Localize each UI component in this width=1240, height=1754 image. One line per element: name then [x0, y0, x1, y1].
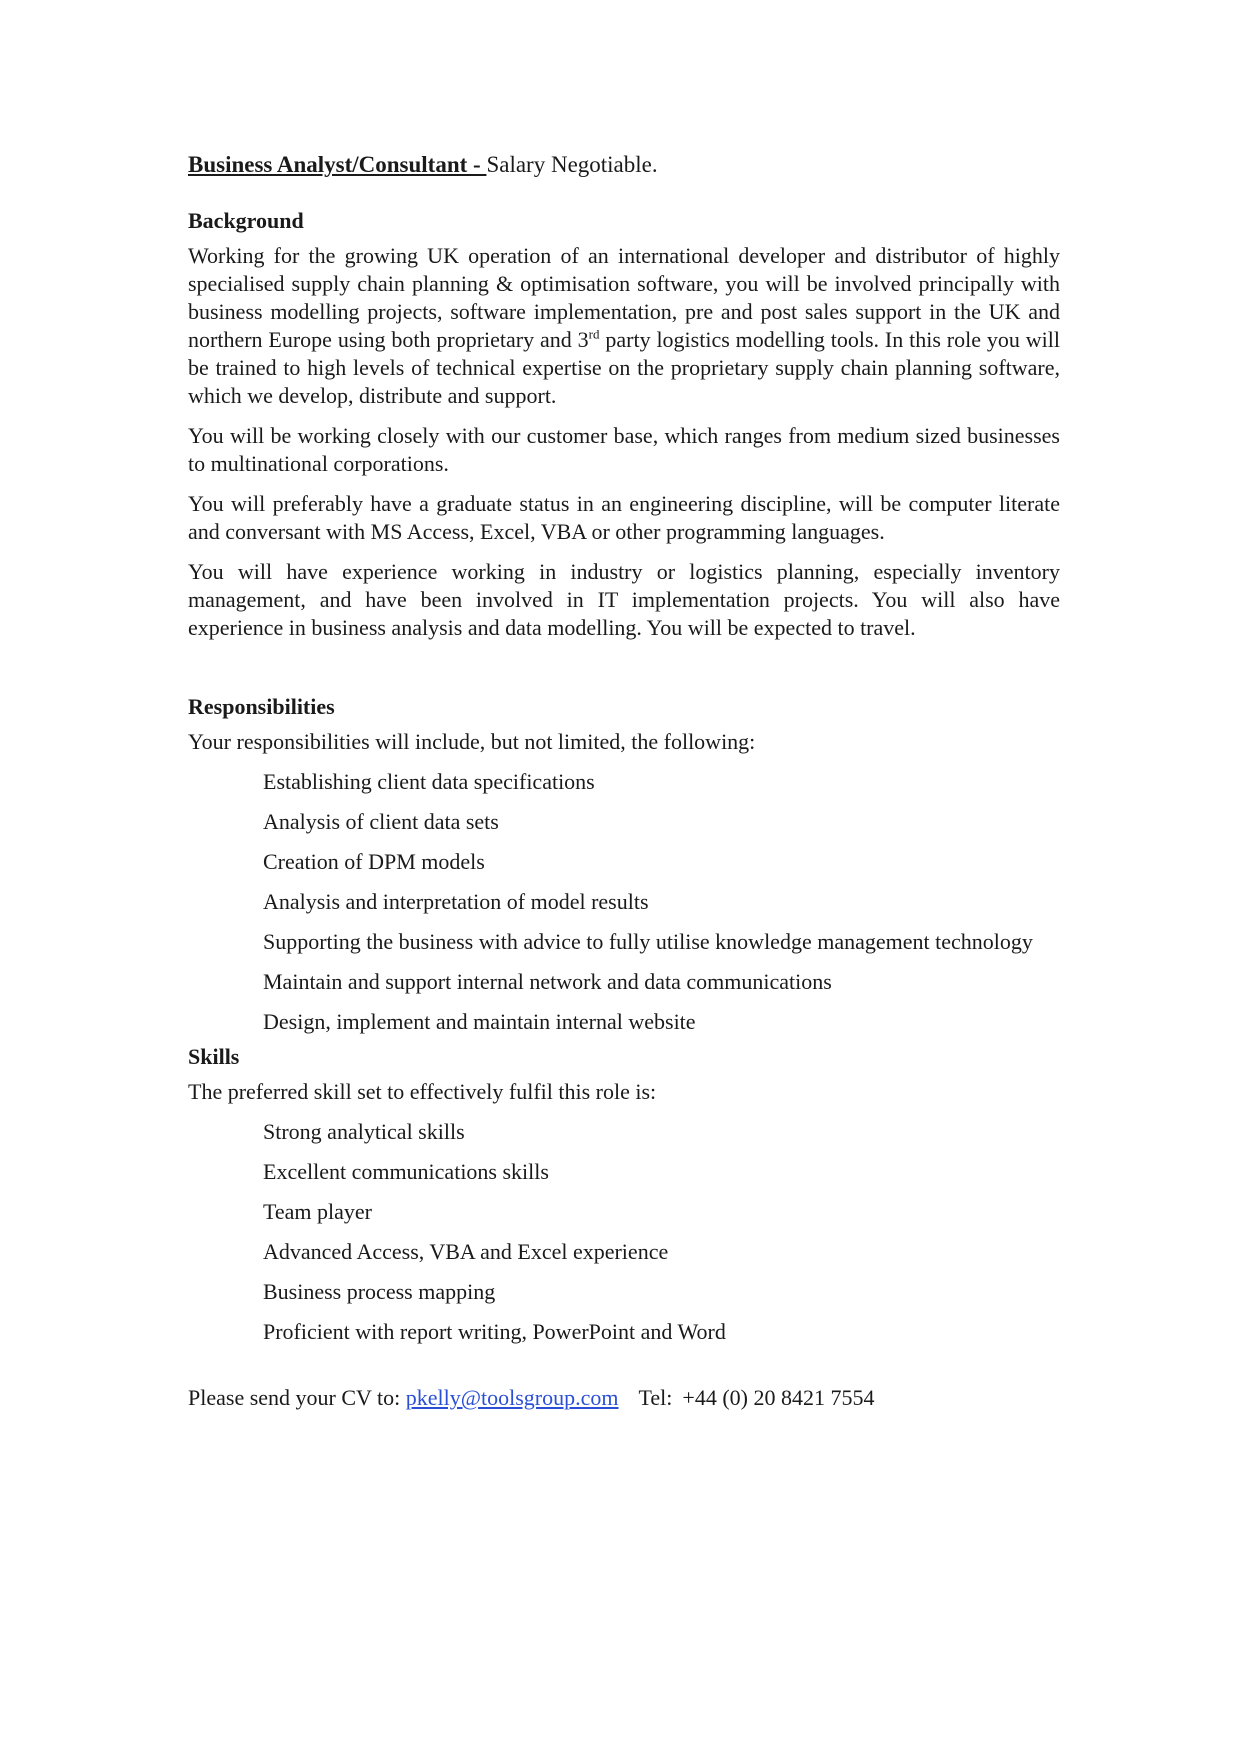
list-item: Advanced Access, VBA and Excel experience: [263, 1239, 669, 1264]
list-item: Analysis and interpretation of model results: [263, 889, 649, 914]
background-paragraph-4: You will have experience working in industry or logistics planning, especially inventory management, and have been involved in IT implementation projects. You will also have experience in business analysis and data modelling. You will be expected to travel.: [188, 559, 1060, 640]
job-title: Business Analyst/Consultant -: [188, 152, 487, 177]
responsibilities-list: [188, 768, 1060, 1036]
responsibilities-intro: Your responsibilities will include, but not limited, the following:: [188, 729, 756, 754]
skills-heading: Skills: [188, 1044, 240, 1069]
list-item: Strong analytical skills: [263, 1119, 465, 1144]
list-item: Design, implement and maintain internal website: [263, 1009, 696, 1034]
list-item: Business process mapping: [263, 1279, 496, 1304]
email-link[interactable]: pkelly@toolsgroup.com: [405, 1385, 619, 1410]
background-paragraph-1-text-a: Working for the growing UK operation of an international developer and distributor of highly specialised supply chain planning & optimisation software, you will be involved principally with business modelling projects, software implementation, pre and post sales support in the UK and northern Europe using both proprietary and 3: [188, 243, 1060, 352]
background-heading: Background: [188, 208, 304, 233]
list-item: Maintain and support internal network and data communications: [263, 969, 832, 994]
list-item: Establishing client data specifications: [263, 769, 595, 794]
salary-text: Salary Negotiable.: [486, 152, 658, 177]
list-item: Creation of DPM models: [263, 849, 485, 874]
background-paragraph-1-text-b: party logistics modelling tools. In this role you will be trained to high levels of technical expertise on the proprietary supply chain planning software, which we develop, distribute and support.: [188, 327, 1060, 408]
background-paragraph-3: You will preferably have a graduate status in an engineering discipline, will be computer literate and conversant with MS Access, Excel, VBA or other programming languages.: [188, 491, 1060, 544]
background-paragraph-1-superscript: rd: [588, 326, 600, 342]
responsibilities-heading: Responsibilities: [188, 694, 335, 719]
skills-intro: The preferred skill set to effectively fulfil this role is:: [188, 1079, 657, 1104]
list-item: Analysis of client data sets: [263, 809, 499, 834]
contact-line: [188, 1384, 1060, 1412]
background-paragraph-2: You will be working closely with our customer base, which ranges from medium sized businesses to multinational corporations.: [188, 423, 1060, 476]
tel-value: +44 (0) 20 8421 7554: [682, 1385, 875, 1410]
list-item: Supporting the business with advice to fully utilise knowledge management technology: [263, 929, 1033, 954]
skills-list: [188, 1118, 1060, 1346]
list-item: Team player: [263, 1199, 373, 1224]
background-paragraph-1: [188, 242, 1060, 410]
document-page: [188, 150, 1060, 1412]
tel-label: Tel:: [638, 1385, 673, 1410]
list-item: Proficient with report writing, PowerPoint and Word: [263, 1319, 726, 1344]
job-title-line: [188, 150, 1060, 180]
list-item: Excellent communications skills: [263, 1159, 549, 1184]
contact-prefix: Please send your CV to:: [188, 1385, 406, 1410]
